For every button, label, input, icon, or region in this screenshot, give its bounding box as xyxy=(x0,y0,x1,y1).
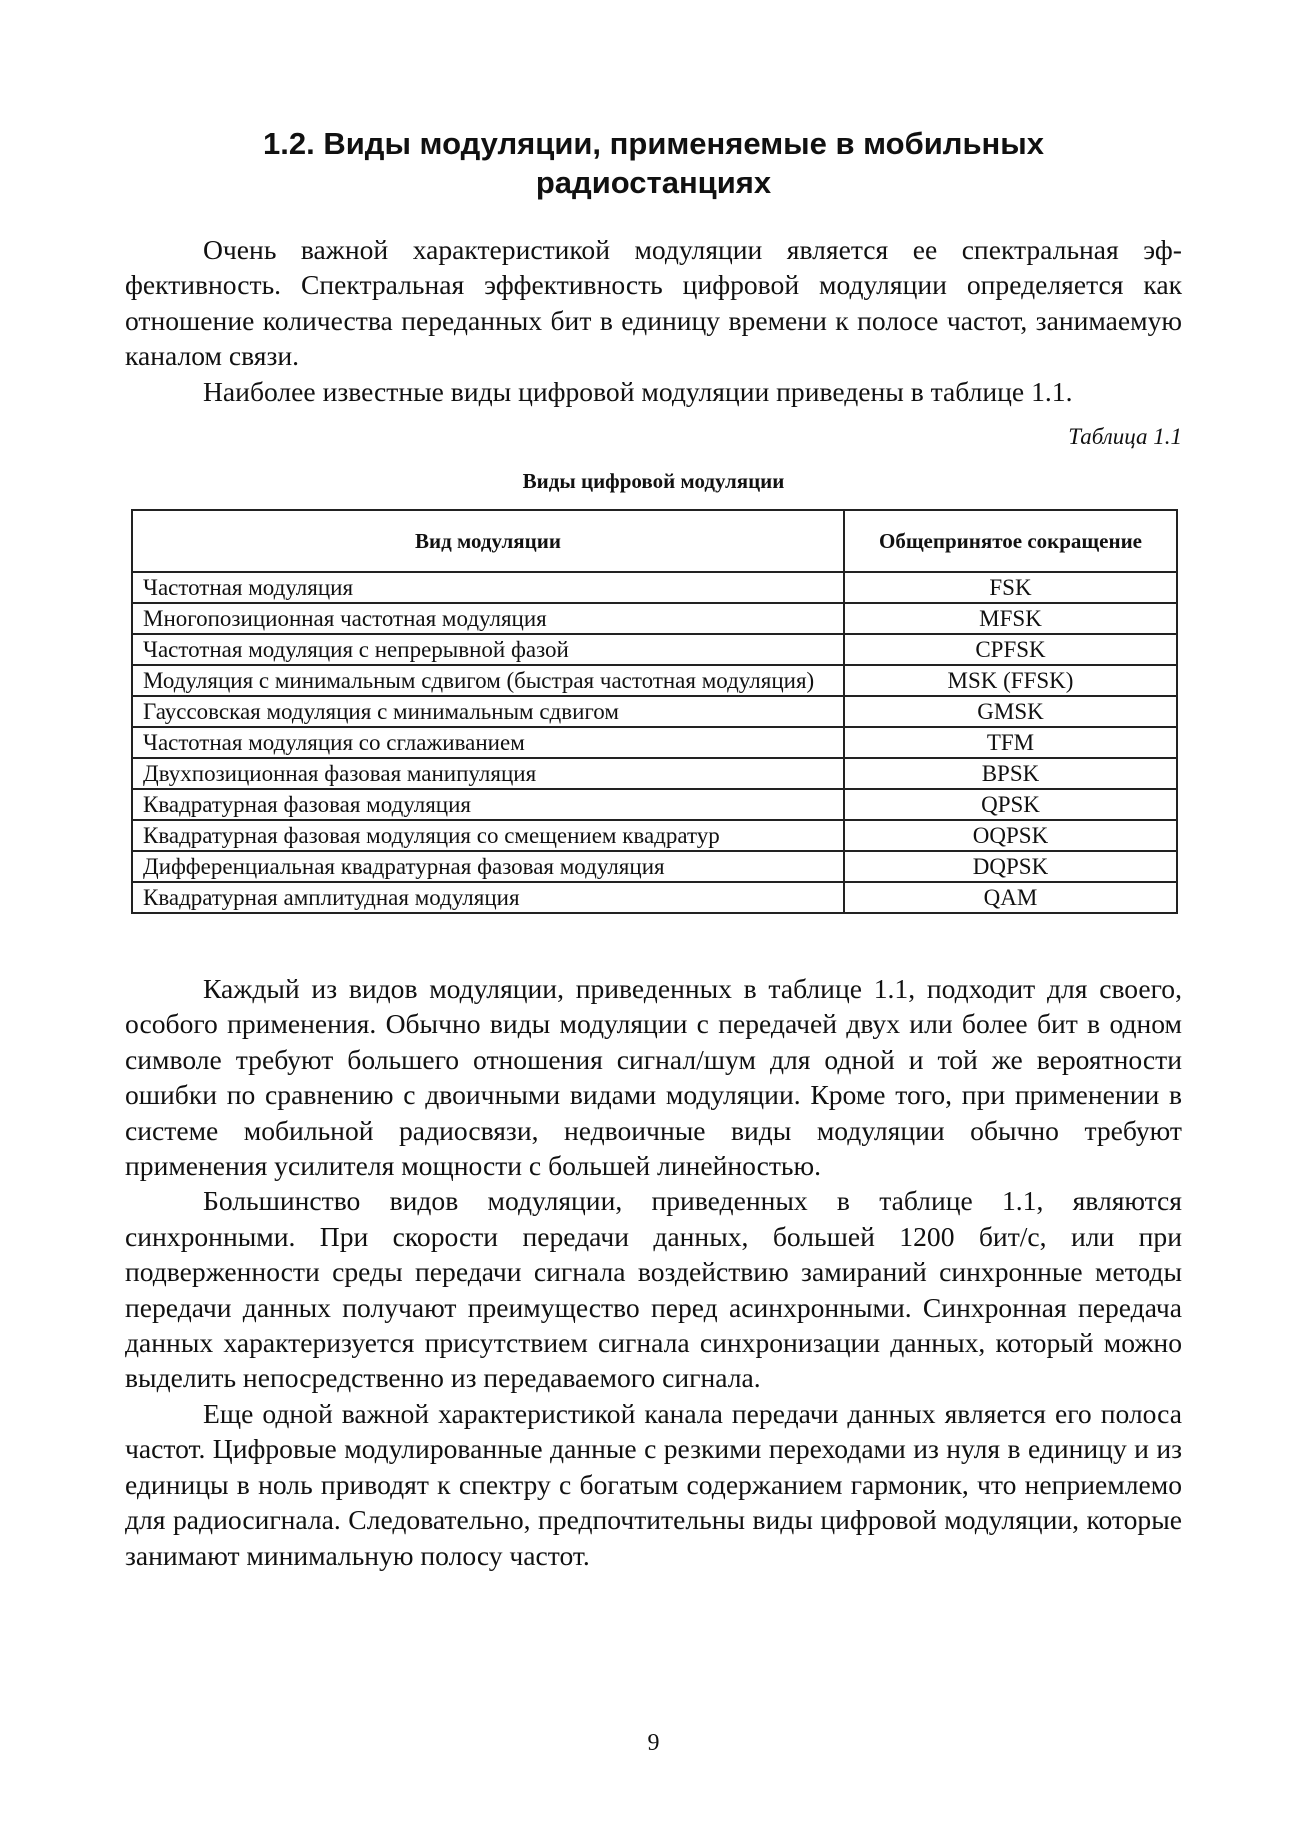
paragraph-applications: Каждый из видов модуляции, приведенных в таблице 1.1, подходит для своего, особого применения. Обычно виды модуляции с передачей двух или более бит в одном символе требуют большего отношения сигнал/шум для одной и той же вероятности ошибки по сравнению с двоичными видами модуляции. Кроме того, при применении в системе мобильной радиосвязи, недвоичные виды модуляции обычно требуют применения усилителя мощности с большей линейностью. xyxy=(125,973,1182,1182)
table-row xyxy=(132,572,1177,603)
table-header-row xyxy=(132,510,1177,572)
section-heading-line-1: 1.2. Виды модуляции, применяемые в мобильных xyxy=(263,126,1044,161)
table-row xyxy=(132,634,1177,665)
page-number: 9 xyxy=(647,1730,660,1756)
modulation-name: Многопозиционная частотная модуляция xyxy=(132,603,844,634)
table-row xyxy=(132,851,1177,882)
paragraph-bandwidth: Еще одной важной характеристикой канала передачи данных является его полоса частот. Цифровые модулированные данные с резкими переходами из нуля в единицу и из единицы в ноль приводят к спектру с богатым содержанием гармоник, что неприемлемо для радиосигнала. Следовательно, предпочтительны виды цифровой модуляции, которые занимают минимальную полосу частот. xyxy=(125,1397,1182,1571)
modulation-abbr: QAM xyxy=(844,882,1177,913)
section-heading xyxy=(125,124,1182,202)
paragraph-table-reference: Наиболее известные виды цифровой модуляции приведены в таблице 1.1. xyxy=(203,375,1073,407)
table-title: Виды цифровой модуляции xyxy=(522,469,785,493)
table-row xyxy=(132,696,1177,727)
paragraph-synchronous: Большинство видов модуляции, приведенных в таблице 1.1, являются синхронными. При скорости передачи данных, большей 1200 бит/с, или при подверженности среды передачи сигнала воздействию замираний синхронные методы передачи данных получают преимущество перед асинхронными. Синхронная передача данных характеризуется присутствием сигнала синхронизации данных, который можно выделить непосредственно из передаваемого сигнала. xyxy=(125,1185,1182,1394)
table-row xyxy=(132,882,1177,913)
table-row xyxy=(132,603,1177,634)
modulation-abbr: BPSK xyxy=(844,758,1177,789)
table-number-label: Таблица 1.1 xyxy=(1068,424,1182,449)
section-heading-line-2: радиостанциях xyxy=(535,165,772,200)
modulation-abbr: OQPSK xyxy=(844,820,1177,851)
modulation-abbr: QPSK xyxy=(844,789,1177,820)
table-row xyxy=(132,789,1177,820)
modulation-name: Квадратурная фазовая модуляция со смещением квадратур xyxy=(132,820,844,851)
table-row xyxy=(132,665,1177,696)
table-row xyxy=(132,820,1177,851)
modulation-abbr: GMSK xyxy=(844,696,1177,727)
intro-text xyxy=(125,232,1182,409)
header-abbreviation: Общепринятое сокращение xyxy=(844,510,1177,572)
modulation-abbr: MFSK xyxy=(844,603,1177,634)
body-text xyxy=(125,971,1182,1573)
table-row xyxy=(132,758,1177,789)
modulation-name: Дифференциальная квадратурная фазовая модуляция xyxy=(132,851,844,882)
modulation-name: Гауссовская модуляция с минимальным сдвигом xyxy=(132,696,844,727)
modulation-abbr: DQPSK xyxy=(844,851,1177,882)
modulation-name: Частотная модуляция со сглаживанием xyxy=(132,727,844,758)
paragraph-spectral-efficiency: Очень важной характеристикой модуляции является ее спектральная эффективность. Спектральная эффективность цифровой модуляции определяется как отношение количества переданных бит в единицу времени к полосе частот, занимаемую каналом связи. xyxy=(125,234,1182,372)
modulation-abbr: CPFSK xyxy=(844,634,1177,665)
table-row xyxy=(132,727,1177,758)
modulation-name: Двухпозиционная фазовая манипуляция xyxy=(132,758,844,789)
header-modulation-type: Вид модуляции xyxy=(132,510,844,572)
modulation-name: Квадратурная амплитудная модуляция xyxy=(132,882,844,913)
modulation-abbr: MSK (FFSK) xyxy=(844,665,1177,696)
modulation-table xyxy=(131,509,1178,914)
modulation-abbr: TFM xyxy=(844,727,1177,758)
modulation-name: Частотная модуляция с непрерывной фазой xyxy=(132,634,844,665)
modulation-name: Модуляция с минимальным сдвигом (быстрая частотная модуляция) xyxy=(132,665,844,696)
modulation-name: Квадратурная фазовая модуляция xyxy=(132,789,844,820)
modulation-name: Частотная модуляция xyxy=(132,572,844,603)
modulation-abbr: FSK xyxy=(844,572,1177,603)
